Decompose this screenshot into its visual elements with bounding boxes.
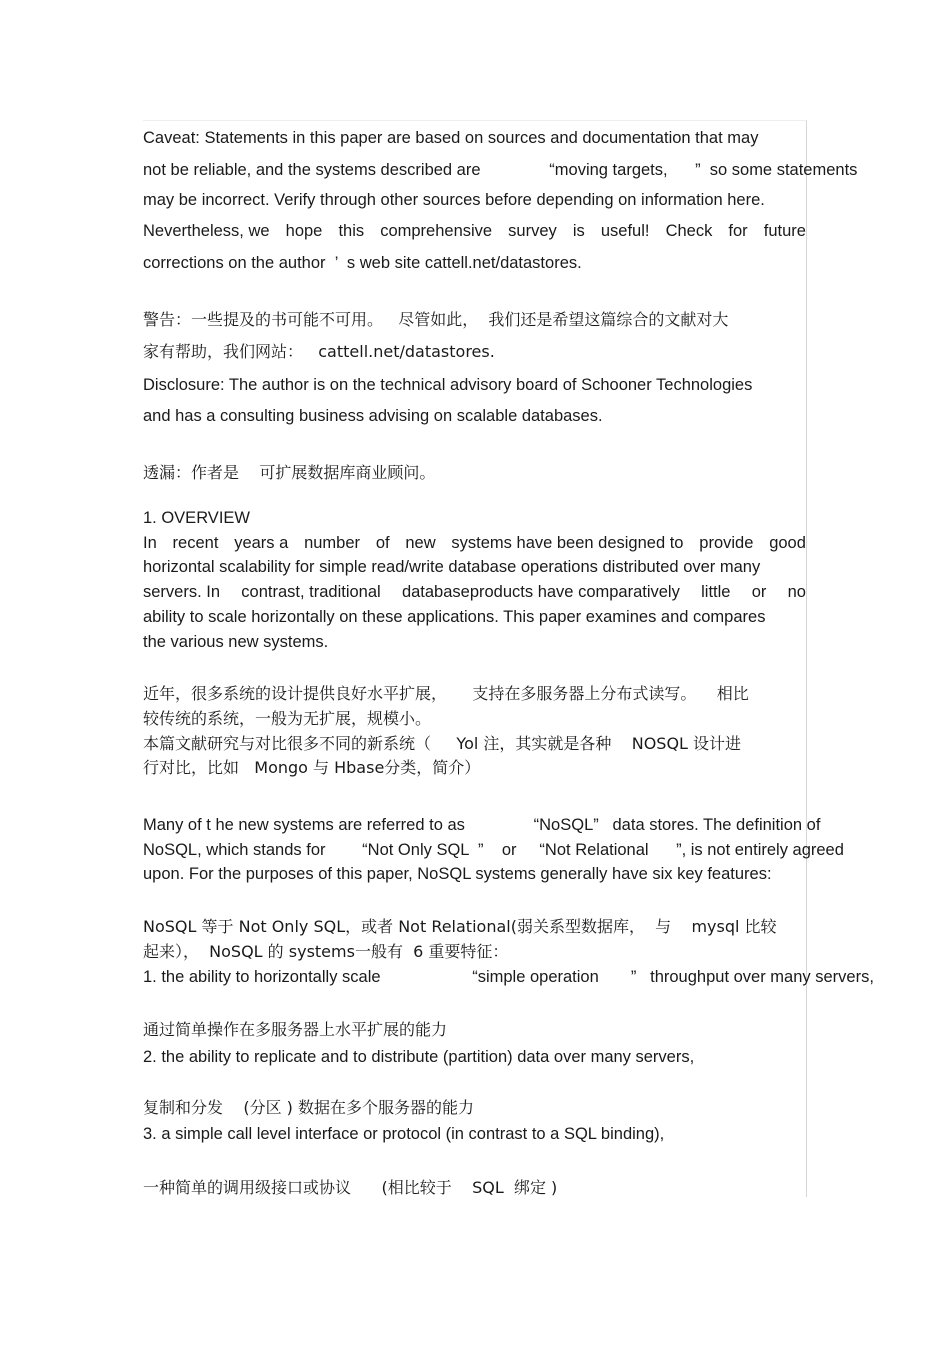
caveat-line-1: Caveat: Statements in this paper are based on sources and documentation that may <box>143 129 759 147</box>
word: hope <box>285 222 323 240</box>
word: no <box>787 583 806 601</box>
word: of <box>375 534 390 552</box>
disclosure-cn: 透漏：作者是 可扩展数据库商业顾问。 <box>143 463 436 482</box>
caveat-line-4 <box>143 221 806 241</box>
disclosure-line-1: Disclosure: The author is on the technical advisory board of Schooner Technologies <box>143 376 753 394</box>
warning-cn-line-2: 家有帮助，我们网站： cattell.net/datastores. <box>143 342 495 361</box>
caveat-line-5: corrections on the author ’ s web site cattell.net/datastores. <box>143 254 582 272</box>
word: In <box>143 534 157 552</box>
word: recent <box>172 534 219 552</box>
nosql-line-3: upon. For the purposes of this paper, NoSQL systems generally have six key features: <box>143 865 772 883</box>
overview-line-1 <box>143 533 806 553</box>
feature-3: 3. a simple call level interface or protocol (in contrast to a SQL binding), <box>143 1125 665 1143</box>
word: is <box>572 222 585 240</box>
caveat-line-3: may be incorrect. Verify through other sources before depending on information here. <box>143 191 765 209</box>
word: this <box>338 222 365 240</box>
feature-3-cn: 一种简单的调用级接口或协议 (相比较于 SQL 绑定 ) <box>143 1178 558 1197</box>
word: comprehensive <box>380 222 493 240</box>
word: provide <box>699 534 754 552</box>
word: number <box>304 534 361 552</box>
word: future <box>763 222 806 240</box>
feature-2-cn: 复制和分发 (分区 ) 数据在多个服务器的能力 <box>143 1098 475 1117</box>
caveat-line-2: not be reliable, and the systems described are “moving targets, ” so some statements <box>143 161 858 179</box>
feature-2: 2. the ability to replicate and to distribute (partition) data over many servers, <box>143 1048 695 1066</box>
word: Check <box>665 222 713 240</box>
word: survey <box>508 222 557 240</box>
section-heading-overview: 1. OVERVIEW <box>143 509 250 527</box>
word: good <box>769 534 806 552</box>
overview-line-4: ability to scale horizontally on these applications. This paper examines and compares <box>143 608 766 626</box>
word: servers. In <box>143 583 221 601</box>
nosql-cn-line-2: 起来）， NoSQL 的 systems一般有 6 重要特征： <box>143 942 509 961</box>
word: Nevertheless, we <box>143 222 270 240</box>
nosql-cn-line-1: NoSQL 等于 Not Only SQL，或者 Not Relational(弱关系型数据库， 与 mysql 比较 <box>143 917 777 936</box>
nosql-line-2: NoSQL, which stands for “Not Only SQL ” or “Not Relational ”, is not entirely agreed <box>143 841 844 859</box>
word: little <box>701 583 731 601</box>
overview-line-5: the various new systems. <box>143 633 329 651</box>
word: contrast, traditional <box>241 583 381 601</box>
overview-cn-line-2: 较传统的系统，一般为无扩展，规模小。 <box>143 709 432 728</box>
overview-line-2: horizontal scalability for simple read/write database operations distributed over many <box>143 558 761 576</box>
word: years a <box>234 534 289 552</box>
feature-1-cn: 通过简单操作在多服务器上水平扩展的能力 <box>143 1020 448 1039</box>
disclosure-line-2: and has a consulting business advising on scalable databases. <box>143 407 603 425</box>
word: useful! <box>600 222 650 240</box>
word: for <box>728 222 748 240</box>
overview-cn-line-3: 本篇文献研究与对比很多不同的新系统（ Yol 注，其实就是各种 NOSQL 设计进 <box>143 734 742 753</box>
word: new <box>405 534 436 552</box>
overview-cn-line-1: 近年，很多系统的设计提供良好水平扩展， 支持在多服务器上分布式读写。 相比 <box>143 684 749 703</box>
nosql-line-1: Many of t he new systems are referred to as “NoSQL” data stores. The definition of <box>143 816 821 834</box>
warning-cn-line-1: 警告：一些提及的书可能不可用。 尽管如此， 我们还是希望这篇综合的文献对大 <box>143 310 729 329</box>
word: or <box>751 583 767 601</box>
word: databaseproducts have comparatively <box>401 583 680 601</box>
feature-1: 1. the ability to horizontally scale “simple operation ” throughput over many servers, <box>143 968 874 986</box>
overview-cn-line-4: 行对比，比如 Mongo 与 Hbase分类，简介） <box>143 758 481 777</box>
overview-line-3 <box>143 582 806 602</box>
word: systems have been designed to <box>451 534 684 552</box>
